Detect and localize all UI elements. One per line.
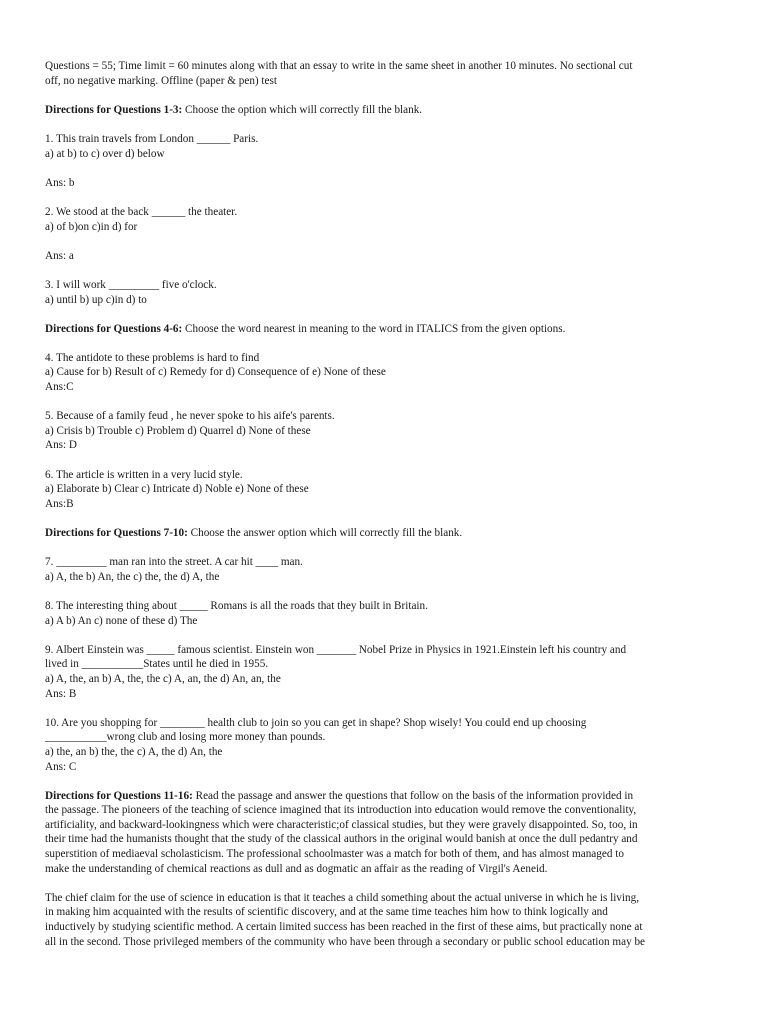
answer-2 (45, 249, 723, 264)
question-7 (45, 555, 723, 584)
directions-4-6 (45, 322, 723, 337)
question-text: lived in ___________States until he died in 1955. (45, 658, 269, 671)
question-3 (45, 278, 723, 307)
question-options: a) the, an b) the, the c) A, the d) An, the (45, 745, 223, 758)
directions-label: Directions for Questions 4-6: (45, 322, 183, 335)
passage-line: in making him acquainted with the results of scientific discovery, and at the same time teaches him how to think logically and (45, 906, 608, 919)
directions-1-3 (45, 103, 723, 118)
question-options: a) Crisis b) Trouble c) Problem d) Quarrel d) None of these (45, 424, 311, 437)
answer-text: Ans:C (45, 381, 74, 394)
answer-1 (45, 176, 723, 191)
answer-text: Ans:B (45, 497, 74, 510)
passage-line: their time had the humanists thought that the study of the classical authors in the original would banish at once the dull pedantry and (45, 833, 638, 846)
question-10 (45, 716, 723, 774)
passage-line: Read the passage and answer the questions that follow on the basis of the information provided in (192, 789, 634, 802)
question-text: ___________wrong club and losing more money than pounds. (45, 731, 326, 744)
document-page (45, 59, 723, 964)
passage-line: superstition of mediaeval scholasticism. The professional schoolmaster was a match for both of them, and has almost managed to (45, 848, 624, 861)
question-text: 5. Because of a family feud , he never spoke to his aife's parents. (45, 410, 335, 423)
question-8 (45, 599, 723, 628)
passage-line: The chief claim for the use of science in education is that it teaches a child something about the actual universe in which he is living, (45, 891, 639, 904)
intro-paragraph (45, 59, 723, 88)
question-2 (45, 205, 723, 234)
directions-11-16 (45, 789, 723, 877)
question-options: a) A, the, an b) A, the, the c) A, an, the d) An, an, the (45, 672, 281, 685)
question-options: a) until b) up c)in d) to (45, 293, 147, 306)
question-text: 6. The article is written in a very lucid style. (45, 468, 243, 481)
question-options: a) of b)on c)in d) for (45, 220, 138, 233)
intro-line: off, no negative marking. Offline (paper & pen) test (45, 74, 277, 87)
passage-line: inductively by studying scientific method. A certain limited success has been reached in the first of these aims, but practically none at (45, 921, 643, 934)
directions-label: Directions for Questions 7-10: (45, 527, 188, 539)
question-9 (45, 643, 723, 701)
passage-paragraph-2 (45, 891, 723, 949)
directions-label: Directions for Questions 11-16: (45, 789, 193, 802)
question-options: a) at b) to c) over d) below (45, 147, 165, 160)
directions-text: Choose the answer option which will correctly fill the blank. (187, 527, 463, 539)
directions-label: Directions for Questions 1-3: (45, 103, 183, 116)
directions-text: Choose the word nearest in meaning to the word in ITALICS from the given options. (182, 322, 566, 335)
question-text: 9. Albert Einstein was _____ famous scientist. Einstein won _______ Nobel Prize in Physics in 1921.Einstein left his country and (45, 643, 627, 656)
question-options: a) A, the b) An, the c) the, the d) A, the (45, 570, 220, 583)
question-options: a) Cause for b) Result of c) Remedy for d) Consequence of e) None of these (45, 366, 386, 379)
directions-7-10 (45, 526, 723, 541)
answer-text: Ans: a (45, 249, 74, 262)
answer-text: Ans: D (45, 439, 78, 452)
answer-text: Ans: b (45, 176, 75, 189)
question-text: 1. This train travels from London ______ Paris. (45, 132, 259, 145)
directions-text: Choose the option which will correctly fill the blank. (182, 103, 423, 116)
answer-text: Ans: C (45, 760, 77, 773)
question-text: 4. The antidote to these problems is hard to find (45, 351, 260, 364)
question-5 (45, 409, 723, 453)
answer-text: Ans: B (45, 687, 77, 700)
question-text: 7. _________ man ran into the street. A car hit ____ man. (45, 556, 303, 569)
question-text: 8. The interesting thing about _____ Romans is all the roads that they built in Britain. (45, 599, 428, 612)
intro-line: Questions = 55; Time limit = 60 minutes along with that an essay to write in the same sheet in another 10 minutes. No sectional cut (45, 60, 633, 72)
passage-line: the passage. The pioneers of the teaching of science imagined that its introduction into education would remove the conventionality, (45, 804, 637, 817)
passage-line: make the understanding of chemical reactions as dull and as dogmatic an affair as the reading of Virgil's Aeneid. (45, 862, 548, 875)
question-4 (45, 351, 723, 395)
question-options: a) A b) An c) none of these d) The (45, 614, 198, 627)
question-1 (45, 132, 723, 161)
question-text: 3. I will work _________ five o'clock. (45, 278, 217, 291)
question-6 (45, 468, 723, 512)
question-text: 2. We stood at the back ______ the theater. (45, 205, 238, 218)
passage-line: artificiality, and backward-lookingness which were characteristic;of classical studies, but they were gravely disappointed. So, too, in (45, 818, 638, 831)
question-options: a) Elaborate b) Clear c) Intricate d) Noble e) None of these (45, 483, 309, 496)
passage-line: all in the second. Those privileged members of the community who have been through a secondary or public school education may be (45, 935, 646, 948)
question-text: 10. Are you shopping for ________ health club to join so you can get in shape? Shop wisely! You could end up choosing (45, 716, 587, 729)
